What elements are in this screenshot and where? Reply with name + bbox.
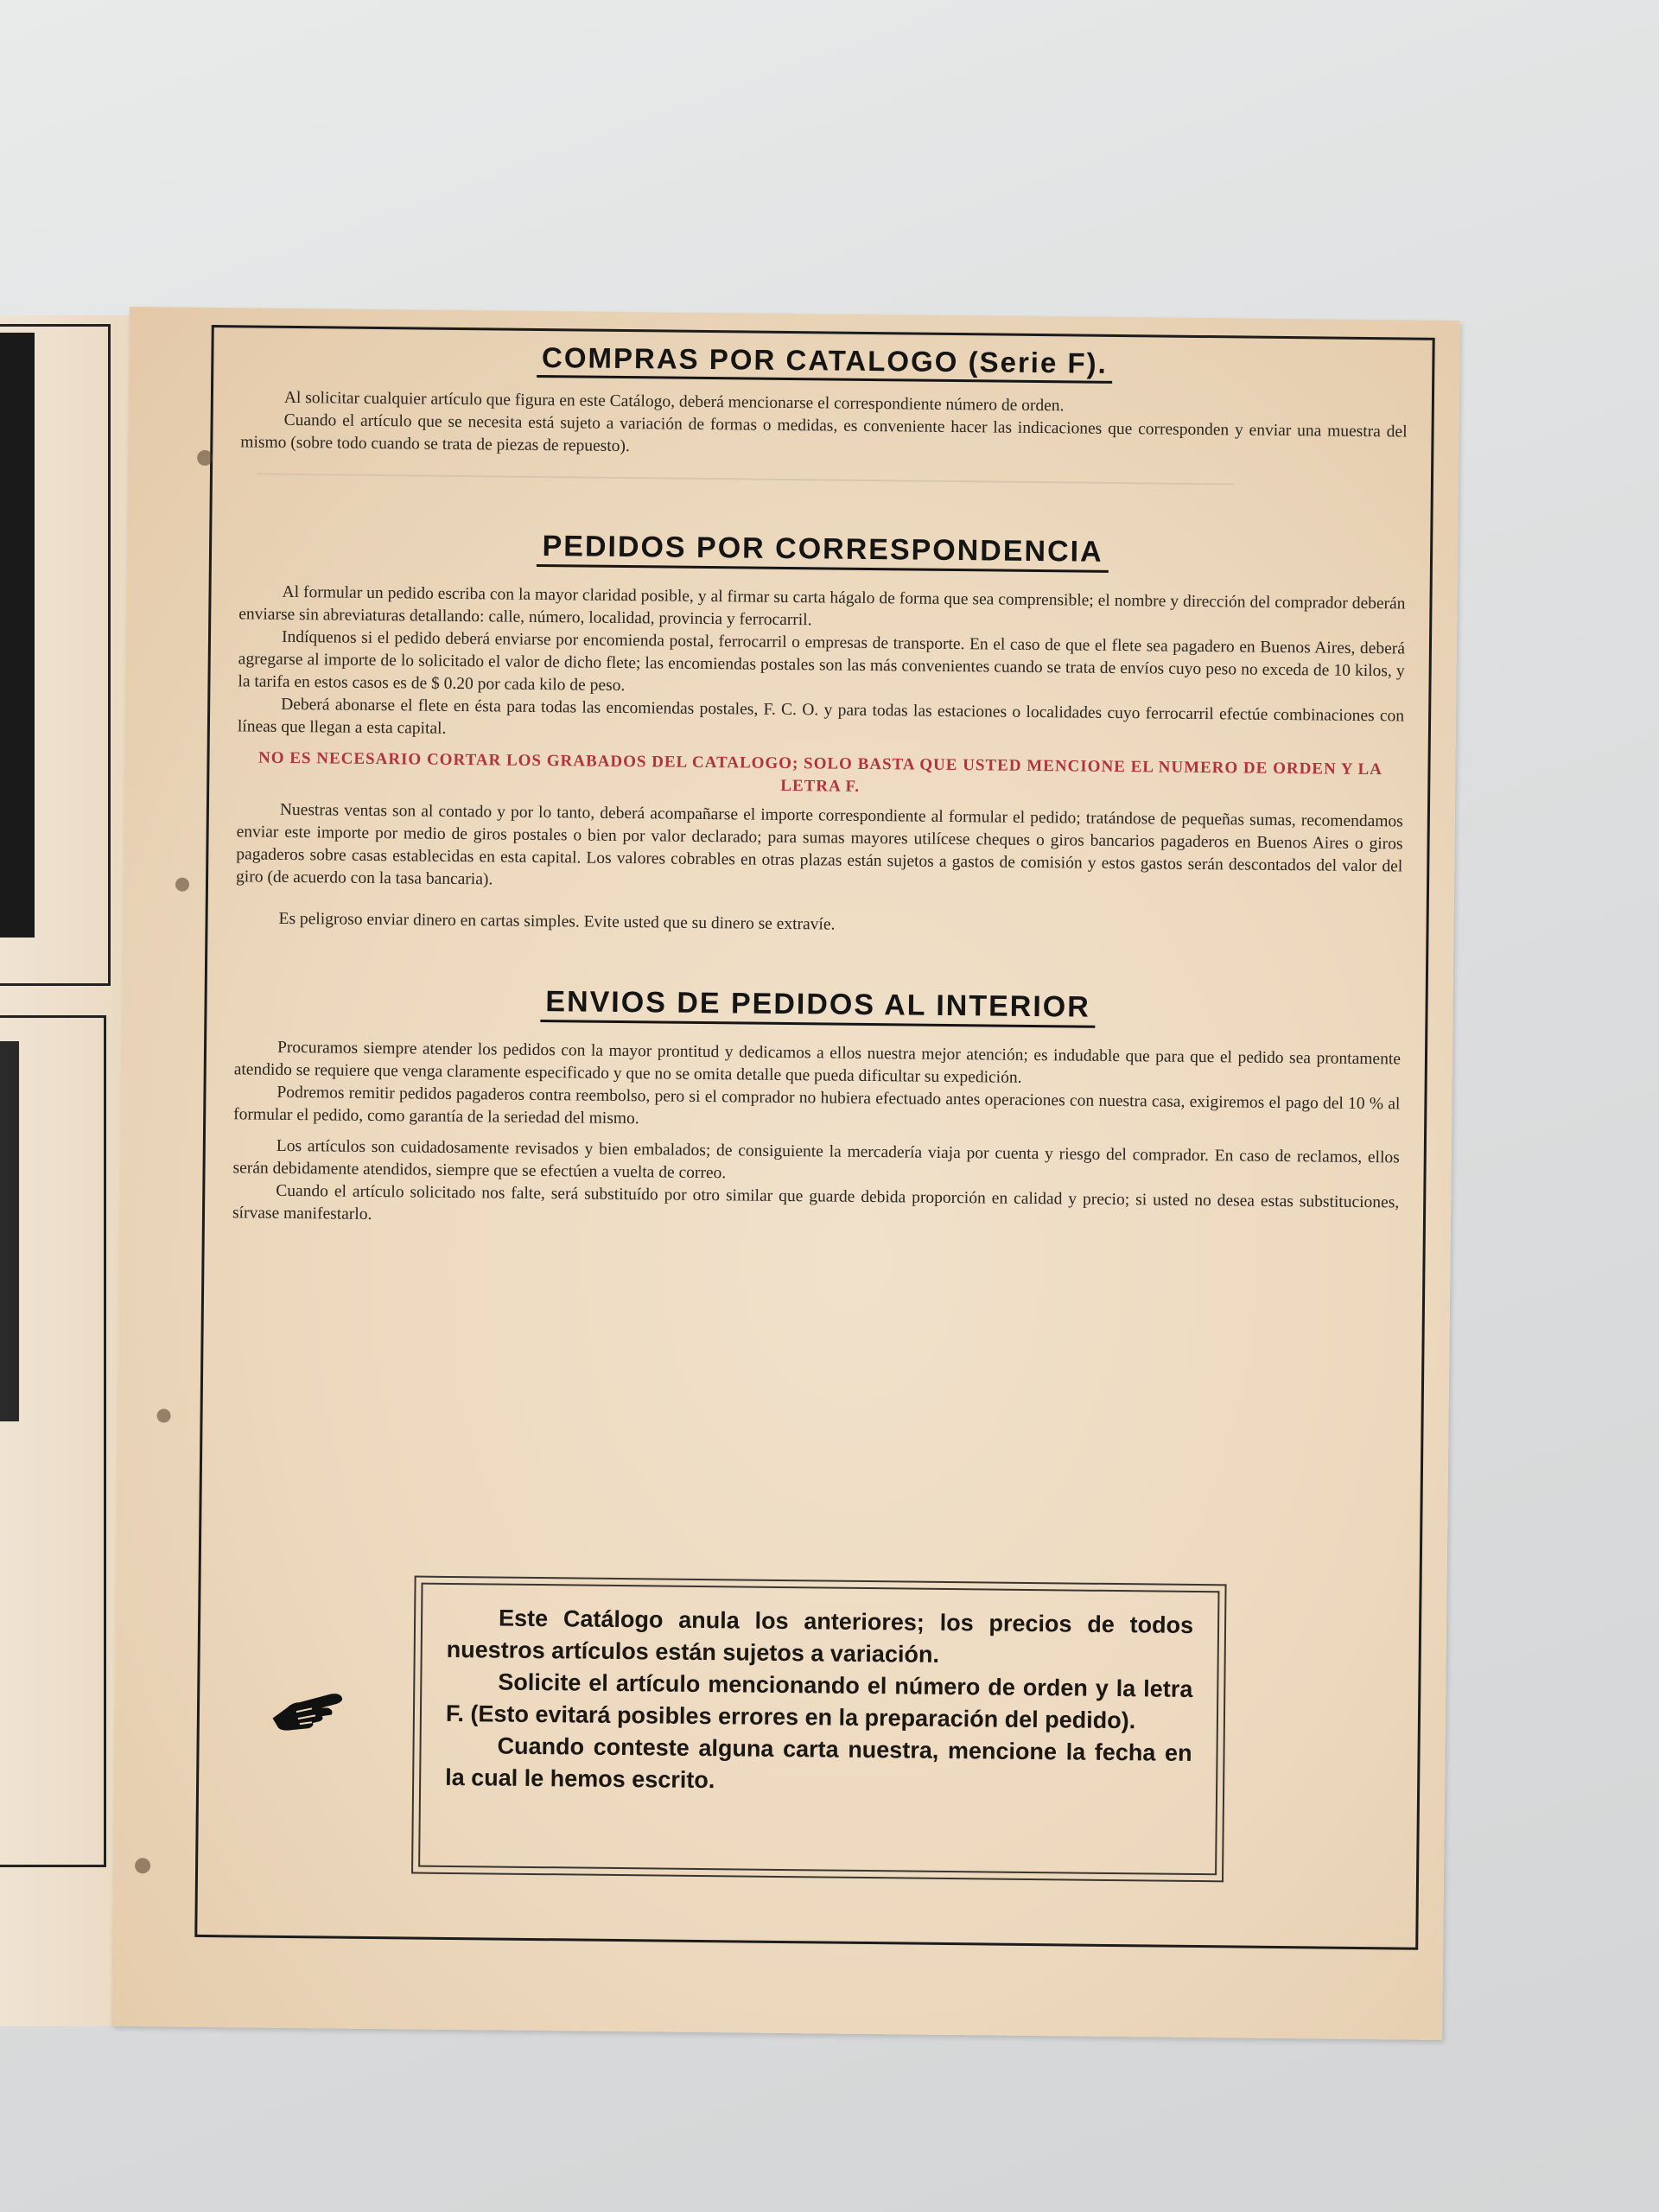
- section-divider: [257, 474, 1234, 486]
- paper-hole: [135, 1858, 150, 1873]
- paper-hole: [175, 878, 189, 892]
- notice-line-3: Cuando conteste alguna carta nuestra, mencione la fecha en la cual le hemos escrito.: [445, 1732, 1192, 1794]
- pointing-hand-icon: [270, 1682, 349, 1735]
- red-notice: NO ES NECESARIO CORTAR LOS GRABADOS DEL CATALOGO; SOLO BASTA QUE USTED MENCIONE EL NUMERO DE ORDEN Y LA LETRA F.: [257, 748, 1383, 796]
- notice-box: [411, 1576, 1227, 1883]
- compras-paragraph-2: Cuando el artículo que se necesita está sujeto a variación de formas o medidas, es conveniente hacer las indicaciones que corresponden y enviar una muestra del mismo (sobre todo cuando se trata de piezas de repuesto).: [240, 410, 1408, 456]
- left-photo-top: [0, 333, 35, 938]
- notice-line-1: Este Catálogo anula los anteriores; los precios de todos nuestros artículos están sujetos a variación.: [446, 1605, 1194, 1668]
- pedidos-paragraph-4: Nuestras ventas son al contado y por lo tanto, deberá acompañarse el importe correspondiente al formular el pedido; tratándose de pequeñas sumas, recomendamos enviar este importe por medio de giros postales o bien por valor declarado; para sumas mayores utilícese cheques o giros bancarios pagaderos en Buenos Aires o giros pagaderos sobre casas establecidas en esta capital. Los valores cobrables en otras plazas están sujetos a gastos de comisión y estos gastos serán descontados del valor del giro (de acuerdo con la tasa bancaria).: [235, 800, 1403, 889]
- envios-paragraph-1: Procuramos siempre atender los pedidos con la mayor prontitud y dedicamos a ellos nuestra mejor atención; es indudable que para que el pedido sea prontamente atendido se requiere que venga claramente especificado y que no se omita detalle que pueda dificultar su expedición.: [233, 1038, 1402, 1087]
- pedidos-paragraph-3: Deberá abonarse el flete en ésta para todas las encomiendas postales, F. C. O. y para todas las estaciones o localidades cuyo ferrocarril efectúe combinaciones con líneas que llegan a esta capital.: [237, 695, 1405, 738]
- heading-compras: COMPRAS POR CATALOGO (Serie F).: [241, 338, 1408, 383]
- catalog-page: [111, 307, 1460, 2040]
- paper-hole: [156, 1408, 170, 1422]
- pedidos-paragraph-2: Indíquenos si el pedido deberá enviarse por encomienda postal, ferrocarril o empresas de transporte. En el caso de que el flete sea pagadero en Buenos Aires, deberá agregarse al importe de lo solicitado el valor de dicho flete; las encomiendas postales son las más convenientes cuando se trata de envíos cuyo peso no exceda de 10 kilos, y la tarifa en estos casos es de $ 0.20 por cada kilo de peso.: [238, 627, 1406, 696]
- compras-paragraph-1: Al solicitar cualquier artículo que figura en este Catálogo, deberá mencionarse el correspondiente número de orden.: [283, 388, 1065, 416]
- heading-envios: ENVIOS DE PEDIDOS AL INTERIOR: [234, 982, 1401, 1027]
- paper-hole: [197, 450, 213, 466]
- notice-line-2: Solicite el artículo mencionando el número de orden y la letra F. (Esto evitará posibles errores en la preparación del pedido).: [445, 1669, 1193, 1734]
- pedidos-paragraph-1: Al formular un pedido escriba con la mayor claridad posible, y al firmar su carta hágalo de forma que sea comprensible; el nombre y dirección del comprador deberán enviarse sin abreviaturas detallando: calle, número, localidad, provincia y ferrocarril.: [238, 582, 1406, 630]
- envios-paragraph-4: Cuando el artículo solicitado nos falte, será substituído por otro similar que guarde debida proporción en calidad y precio; si usted no desea estas substituciones, sírvase manifestarlo.: [232, 1181, 1400, 1224]
- envios-paragraph-3: Los artículos son cuidadosamente revisados y bien embalados; de consiguiente la mercadería viaja por cuenta y riesgo del comprador. En caso de reclamos, ellos serán debidamente atendidos, siempre que se efectúen a vuelta de correo.: [232, 1136, 1400, 1183]
- notice-box-inner: [418, 1583, 1219, 1876]
- pedidos-warning: Es peligroso enviar dinero en cartas simples. Evite usted que su dinero se extravíe.: [278, 909, 836, 934]
- left-photo-bottom: [0, 1041, 19, 1421]
- page-content: [232, 338, 1408, 1236]
- envios-paragraph-2: Podremos remitir pedidos pagaderos contra reembolso, pero si el comprador no hubiera efectuado antes operaciones con nuestra casa, exigiremos el pago del 10 % al formular el pedido, como garantía de la seriedad del mismo.: [233, 1083, 1401, 1128]
- heading-pedidos: PEDIDOS POR CORRESPONDENCIA: [239, 526, 1406, 572]
